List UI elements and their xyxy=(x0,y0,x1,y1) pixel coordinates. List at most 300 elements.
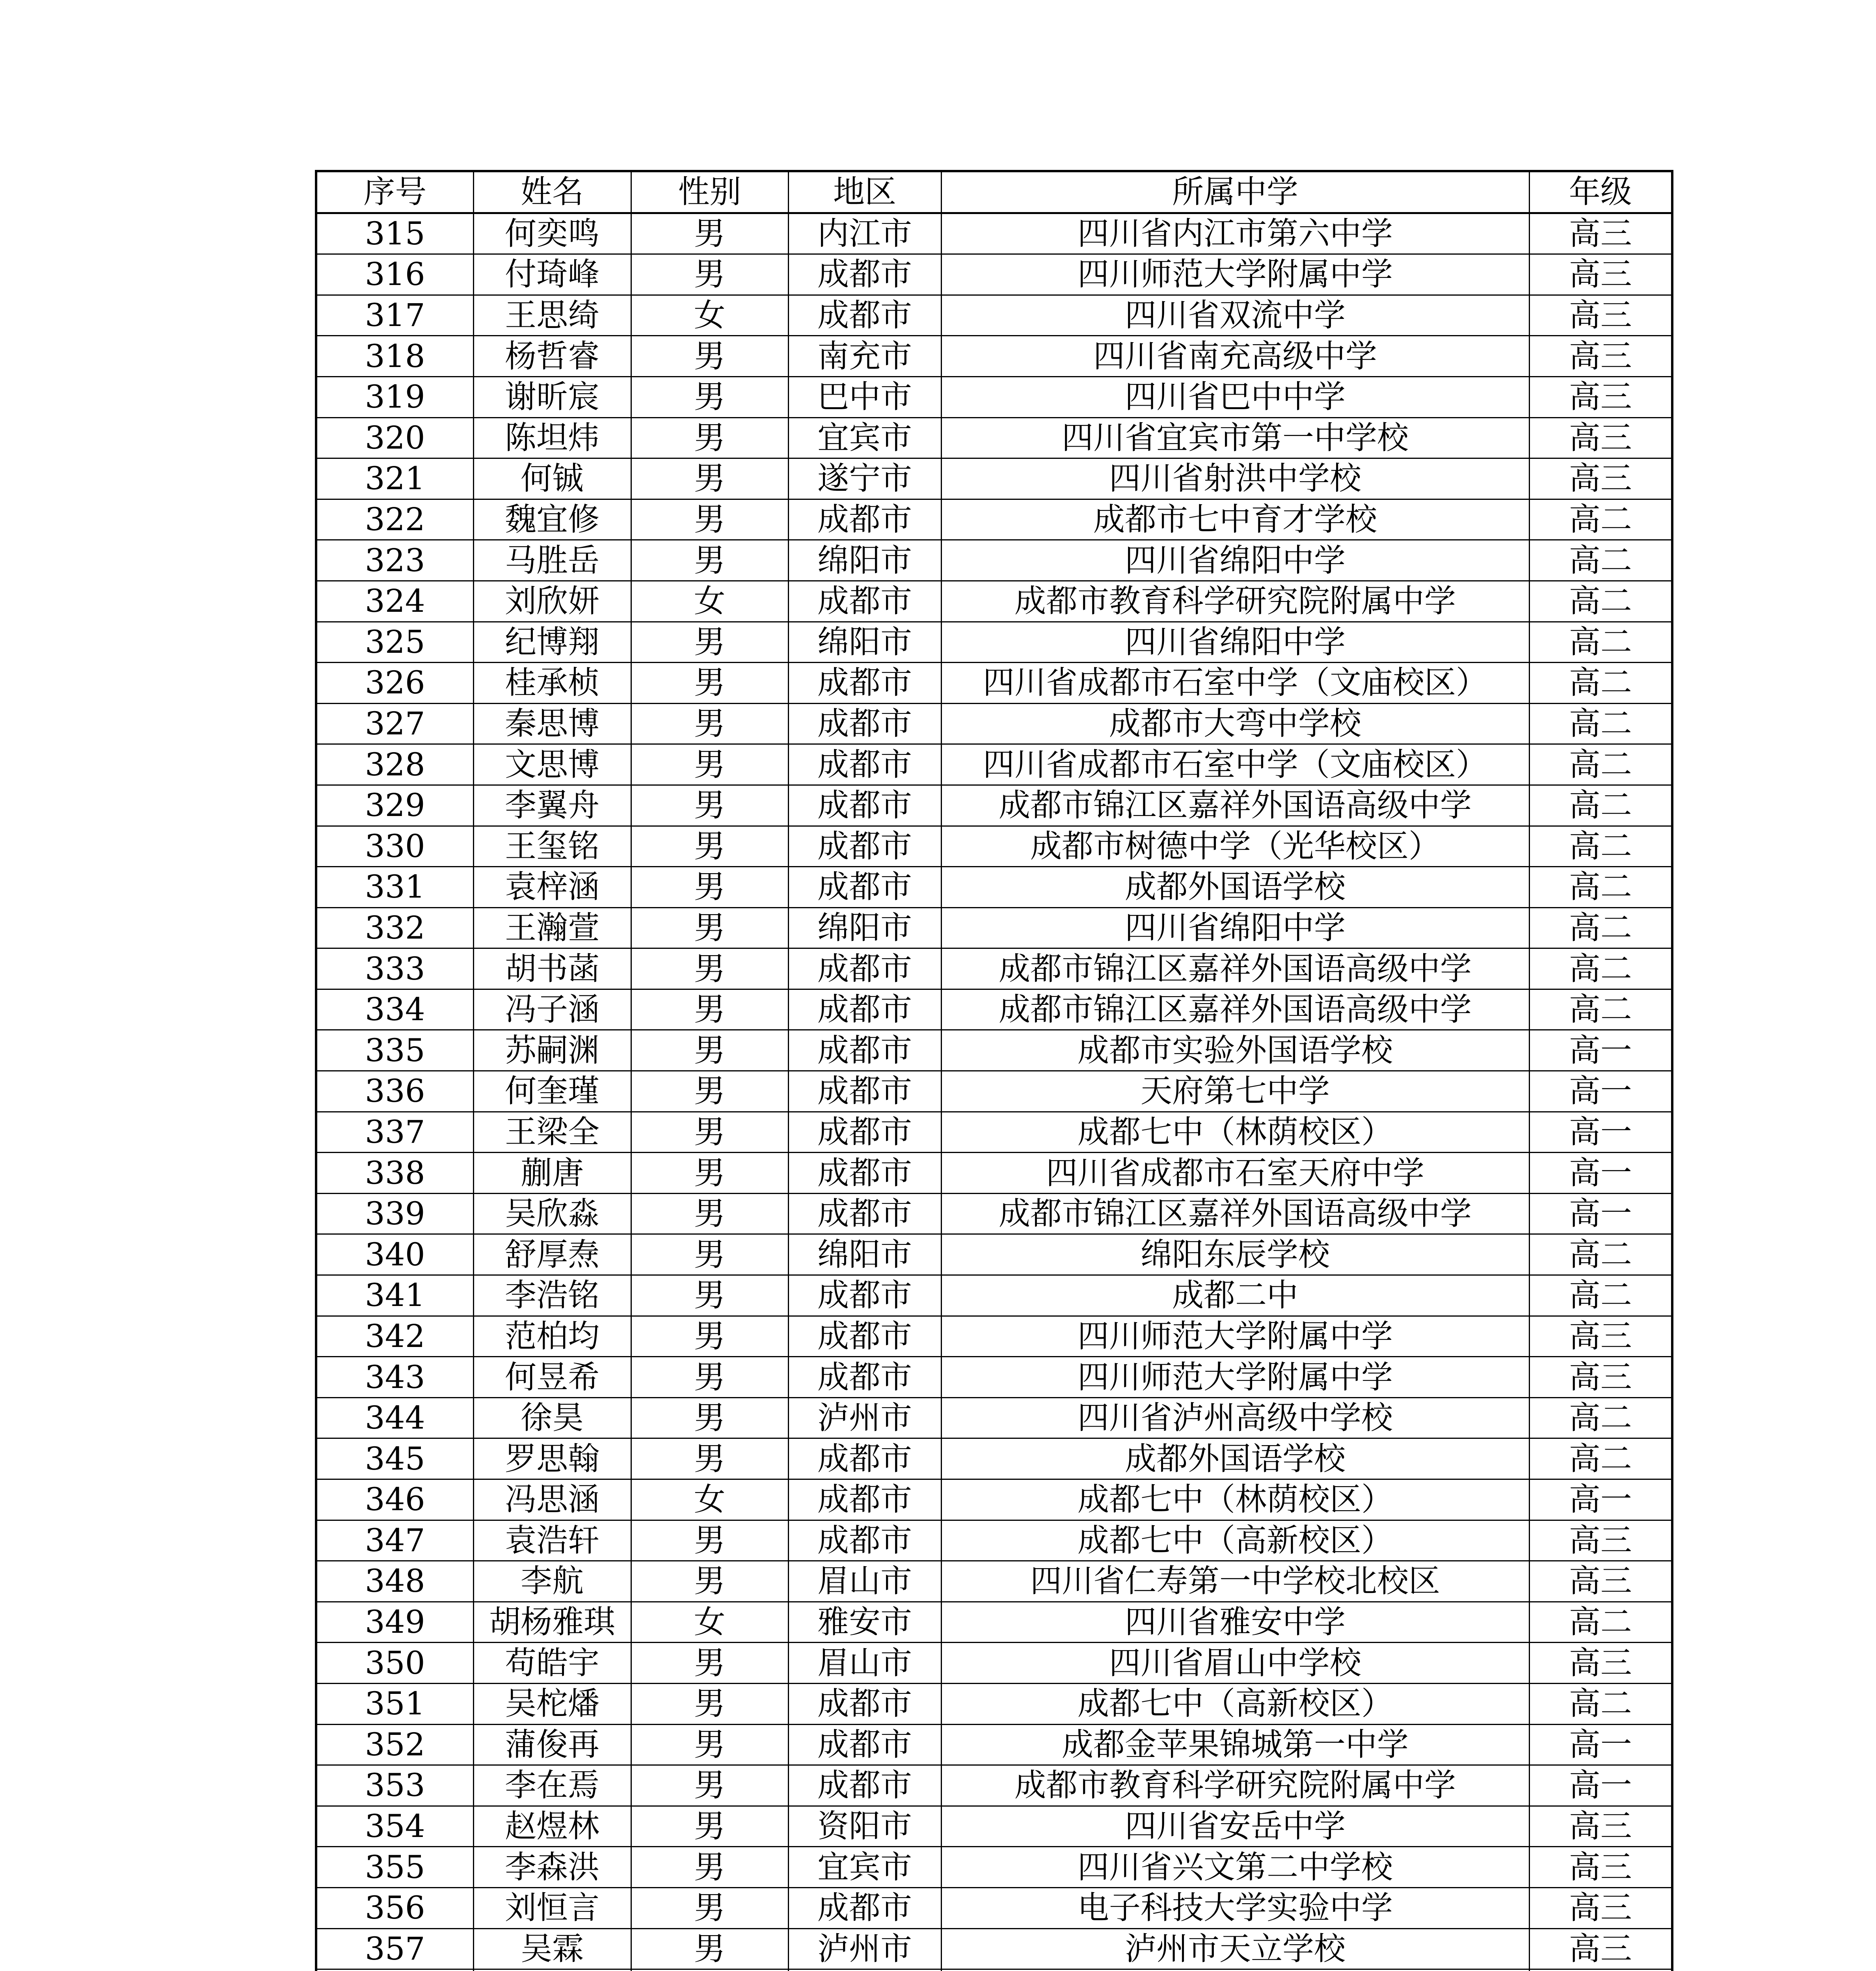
name-cell: 文思博 xyxy=(473,744,631,785)
gender-cell: 男 xyxy=(631,417,788,458)
header-serial-number: 序号 xyxy=(316,171,473,213)
grade-cell: 高二 xyxy=(1529,540,1672,581)
school-cell: 四川省内江市第六中学 xyxy=(941,213,1529,254)
serial-number-cell: 320 xyxy=(316,417,473,458)
header-grade: 年级 xyxy=(1529,171,1672,213)
gender-cell: 男 xyxy=(631,989,788,1030)
table-row xyxy=(316,1847,1672,1888)
serial-number-cell: 335 xyxy=(316,1030,473,1071)
gender-cell: 男 xyxy=(631,1520,788,1561)
serial-number-cell: 339 xyxy=(316,1193,473,1234)
grade-cell: 高二 xyxy=(1529,1438,1672,1479)
name-cell: 何奕鸣 xyxy=(473,213,631,254)
name-cell: 罗思翰 xyxy=(473,1438,631,1479)
serial-number-cell: 331 xyxy=(316,867,473,908)
serial-number-cell: 325 xyxy=(316,622,473,663)
region-cell: 成都市 xyxy=(788,1887,941,1928)
grade-cell: 高三 xyxy=(1529,254,1672,295)
header-name: 姓名 xyxy=(473,171,631,213)
grade-cell: 高二 xyxy=(1529,499,1672,540)
gender-cell: 男 xyxy=(631,1561,788,1602)
region-cell xyxy=(788,1969,941,1971)
grade-cell: 高一 xyxy=(1529,1153,1672,1194)
region-cell: 遂宁市 xyxy=(788,458,941,499)
name-cell: 苟皓宇 xyxy=(473,1643,631,1684)
serial-number-cell: 326 xyxy=(316,663,473,704)
school-cell: 成都市大弯中学校 xyxy=(941,703,1529,744)
school-cell: 成都市锦江区嘉祥外国语高级中学 xyxy=(941,785,1529,826)
region-cell: 成都市 xyxy=(788,826,941,867)
serial-number-cell: 328 xyxy=(316,744,473,785)
gender-cell: 男 xyxy=(631,1234,788,1275)
region-cell: 泸州市 xyxy=(788,1397,941,1438)
grade-cell: 高二 xyxy=(1529,1602,1672,1643)
region-cell: 成都市 xyxy=(788,867,941,908)
name-cell: 何昱希 xyxy=(473,1357,631,1398)
table-row xyxy=(316,581,1672,622)
grade-cell: 高二 xyxy=(1529,907,1672,948)
name-cell: 王玺铭 xyxy=(473,826,631,867)
grade-cell: 高一 xyxy=(1529,1765,1672,1806)
grade-cell: 高二 xyxy=(1529,1397,1672,1438)
school-cell: 成都七中（林荫校区） xyxy=(941,1479,1529,1520)
grade-cell: 高二 xyxy=(1529,622,1672,663)
grade-cell: 高三 xyxy=(1529,458,1672,499)
serial-number-cell: 355 xyxy=(316,1847,473,1888)
table-row xyxy=(316,1928,1672,1969)
grade-cell: 高二 xyxy=(1529,703,1672,744)
grade-cell: 高三 xyxy=(1529,1561,1672,1602)
school-cell: 四川省南充高级中学 xyxy=(941,336,1529,377)
serial-number-cell: 337 xyxy=(316,1112,473,1153)
gender-cell: 男 xyxy=(631,1193,788,1234)
school-cell: 四川省绵阳中学 xyxy=(941,907,1529,948)
serial-number-cell xyxy=(316,1969,473,1971)
school-cell: 四川省雅安中学 xyxy=(941,1602,1529,1643)
region-cell: 成都市 xyxy=(788,499,941,540)
school-cell: 四川省成都市石室中学（文庙校区） xyxy=(941,663,1529,704)
region-cell: 成都市 xyxy=(788,703,941,744)
serial-number-cell: 315 xyxy=(316,213,473,254)
school-cell: 成都外国语学校 xyxy=(941,1438,1529,1479)
grade-cell xyxy=(1529,1969,1672,1971)
name-cell: 魏宜修 xyxy=(473,499,631,540)
table-row xyxy=(316,1724,1672,1765)
table-row xyxy=(316,295,1672,336)
region-cell: 眉山市 xyxy=(788,1561,941,1602)
region-cell: 宜宾市 xyxy=(788,1847,941,1888)
table-row xyxy=(316,1153,1672,1194)
gender-cell: 男 xyxy=(631,499,788,540)
grade-cell: 高一 xyxy=(1529,1193,1672,1234)
serial-number-cell: 347 xyxy=(316,1520,473,1561)
serial-number-cell: 349 xyxy=(316,1602,473,1643)
serial-number-cell: 351 xyxy=(316,1683,473,1724)
table-row xyxy=(316,1357,1672,1398)
gender-cell: 男 xyxy=(631,1724,788,1765)
table-row xyxy=(316,1316,1672,1357)
grade-cell: 高二 xyxy=(1529,826,1672,867)
table-row xyxy=(316,540,1672,581)
table-row xyxy=(316,989,1672,1030)
school-cell: 成都市锦江区嘉祥外国语高级中学 xyxy=(941,989,1529,1030)
grade-cell: 高二 xyxy=(1529,1683,1672,1724)
table-row xyxy=(316,1071,1672,1112)
serial-number-cell: 354 xyxy=(316,1806,473,1847)
region-cell: 成都市 xyxy=(788,1683,941,1724)
table-row xyxy=(316,1030,1672,1071)
school-cell: 四川省绵阳中学 xyxy=(941,540,1529,581)
school-cell: 成都七中（林荫校区） xyxy=(941,1112,1529,1153)
region-cell: 成都市 xyxy=(788,785,941,826)
name-cell: 徐昊 xyxy=(473,1397,631,1438)
gender-cell: 男 xyxy=(631,1438,788,1479)
region-cell: 成都市 xyxy=(788,1275,941,1316)
table-row xyxy=(316,1234,1672,1275)
school-cell: 四川师范大学附属中学 xyxy=(941,254,1529,295)
name-cell xyxy=(473,1969,631,1971)
region-cell: 绵阳市 xyxy=(788,1234,941,1275)
name-cell: 王思绮 xyxy=(473,295,631,336)
name-cell: 陈坦炜 xyxy=(473,417,631,458)
serial-number-cell: 333 xyxy=(316,948,473,989)
school-cell: 成都二中 xyxy=(941,1275,1529,1316)
serial-number-cell: 356 xyxy=(316,1887,473,1928)
gender-cell: 男 xyxy=(631,1153,788,1194)
school-cell: 电子科技大学实验中学 xyxy=(941,1887,1529,1928)
grade-cell: 高三 xyxy=(1529,1887,1672,1928)
school-cell: 成都市锦江区嘉祥外国语高级中学 xyxy=(941,1193,1529,1234)
region-cell: 成都市 xyxy=(788,1193,941,1234)
name-cell: 王梁全 xyxy=(473,1112,631,1153)
region-cell: 资阳市 xyxy=(788,1806,941,1847)
serial-number-cell: 317 xyxy=(316,295,473,336)
header-region: 地区 xyxy=(788,171,941,213)
table-row xyxy=(316,785,1672,826)
region-cell: 成都市 xyxy=(788,1112,941,1153)
table-row xyxy=(316,1479,1672,1520)
table-row xyxy=(316,376,1672,417)
table-row xyxy=(316,1887,1672,1928)
grade-cell: 高一 xyxy=(1529,1071,1672,1112)
region-cell: 成都市 xyxy=(788,1357,941,1398)
name-cell: 蒲俊再 xyxy=(473,1724,631,1765)
gender-cell xyxy=(631,1969,788,1971)
table-row xyxy=(316,1806,1672,1847)
gender-cell: 男 xyxy=(631,1357,788,1398)
serial-number-cell: 352 xyxy=(316,1724,473,1765)
name-cell: 吴欣淼 xyxy=(473,1193,631,1234)
grade-cell: 高三 xyxy=(1529,1316,1672,1357)
grade-cell: 高二 xyxy=(1529,785,1672,826)
name-cell: 李航 xyxy=(473,1561,631,1602)
grade-cell: 高三 xyxy=(1529,336,1672,377)
grade-cell: 高一 xyxy=(1529,1724,1672,1765)
school-cell: 成都外国语学校 xyxy=(941,867,1529,908)
grade-cell: 高三 xyxy=(1529,376,1672,417)
school-cell: 四川省仁寿第一中学校北校区 xyxy=(941,1561,1529,1602)
serial-number-cell: 343 xyxy=(316,1357,473,1398)
gender-cell: 男 xyxy=(631,1397,788,1438)
name-cell: 李在焉 xyxy=(473,1765,631,1806)
region-cell: 成都市 xyxy=(788,1520,941,1561)
region-cell: 宜宾市 xyxy=(788,417,941,458)
school-cell: 成都市教育科学研究院附属中学 xyxy=(941,581,1529,622)
school-cell: 四川省双流中学 xyxy=(941,295,1529,336)
name-cell: 纪博翔 xyxy=(473,622,631,663)
name-cell: 杨哲睿 xyxy=(473,336,631,377)
school-cell: 四川师范大学附属中学 xyxy=(941,1357,1529,1398)
region-cell: 成都市 xyxy=(788,744,941,785)
grade-cell: 高二 xyxy=(1529,989,1672,1030)
grade-cell: 高三 xyxy=(1529,1847,1672,1888)
region-cell: 绵阳市 xyxy=(788,540,941,581)
table-row xyxy=(316,1397,1672,1438)
name-cell: 赵煜林 xyxy=(473,1806,631,1847)
serial-number-cell: 330 xyxy=(316,826,473,867)
region-cell: 成都市 xyxy=(788,1030,941,1071)
gender-cell: 男 xyxy=(631,1887,788,1928)
table-row xyxy=(316,1193,1672,1234)
table-row xyxy=(316,826,1672,867)
gender-cell: 男 xyxy=(631,948,788,989)
school-cell: 成都市锦江区嘉祥外国语高级中学 xyxy=(941,948,1529,989)
grade-cell: 高三 xyxy=(1529,213,1672,254)
serial-number-cell: 319 xyxy=(316,376,473,417)
serial-number-cell: 342 xyxy=(316,1316,473,1357)
grade-cell: 高二 xyxy=(1529,948,1672,989)
school-cell xyxy=(941,1969,1529,1971)
table-row xyxy=(316,1765,1672,1806)
gender-cell: 男 xyxy=(631,336,788,377)
gender-cell: 男 xyxy=(631,254,788,295)
region-cell: 成都市 xyxy=(788,989,941,1030)
serial-number-cell: 332 xyxy=(316,907,473,948)
table-row xyxy=(316,948,1672,989)
table-row xyxy=(316,663,1672,704)
region-cell: 成都市 xyxy=(788,948,941,989)
gender-cell: 男 xyxy=(631,1847,788,1888)
name-cell: 吴霖 xyxy=(473,1928,631,1969)
region-cell: 成都市 xyxy=(788,295,941,336)
school-cell: 四川省兴文第二中学校 xyxy=(941,1847,1529,1888)
grade-cell: 高二 xyxy=(1529,663,1672,704)
gender-cell: 男 xyxy=(631,907,788,948)
table-row xyxy=(316,1643,1672,1684)
school-cell: 四川省宜宾市第一中学校 xyxy=(941,417,1529,458)
gender-cell: 男 xyxy=(631,458,788,499)
serial-number-cell: 316 xyxy=(316,254,473,295)
name-cell: 胡书菡 xyxy=(473,948,631,989)
school-cell: 四川省绵阳中学 xyxy=(941,622,1529,663)
name-cell: 桂承桢 xyxy=(473,663,631,704)
region-cell: 成都市 xyxy=(788,1316,941,1357)
region-cell: 内江市 xyxy=(788,213,941,254)
grade-cell: 高三 xyxy=(1529,417,1672,458)
region-cell: 成都市 xyxy=(788,1479,941,1520)
serial-number-cell: 318 xyxy=(316,336,473,377)
name-cell: 蒯唐 xyxy=(473,1153,631,1194)
table-row xyxy=(316,1602,1672,1643)
gender-cell: 男 xyxy=(631,867,788,908)
serial-number-cell: 323 xyxy=(316,540,473,581)
gender-cell: 男 xyxy=(631,213,788,254)
gender-cell: 男 xyxy=(631,1765,788,1806)
region-cell: 眉山市 xyxy=(788,1643,941,1684)
school-cell: 四川省成都市石室中学（文庙校区） xyxy=(941,744,1529,785)
serial-number-cell: 341 xyxy=(316,1275,473,1316)
name-cell: 范柏均 xyxy=(473,1316,631,1357)
serial-number-cell: 334 xyxy=(316,989,473,1030)
region-cell: 成都市 xyxy=(788,581,941,622)
region-cell: 成都市 xyxy=(788,663,941,704)
grade-cell: 高一 xyxy=(1529,1479,1672,1520)
serial-number-cell: 348 xyxy=(316,1561,473,1602)
table-row xyxy=(316,907,1672,948)
gender-cell: 女 xyxy=(631,1479,788,1520)
grade-cell: 高二 xyxy=(1529,581,1672,622)
name-cell: 袁浩轩 xyxy=(473,1520,631,1561)
grade-cell: 高二 xyxy=(1529,867,1672,908)
table-row xyxy=(316,336,1672,377)
region-cell: 成都市 xyxy=(788,254,941,295)
name-cell: 王瀚萱 xyxy=(473,907,631,948)
table-header-row xyxy=(316,171,1672,213)
school-cell: 四川省巴中中学 xyxy=(941,376,1529,417)
school-cell: 四川省射洪中学校 xyxy=(941,458,1529,499)
serial-number-cell: 327 xyxy=(316,703,473,744)
school-cell: 泸州市天立学校 xyxy=(941,1928,1529,1969)
gender-cell: 男 xyxy=(631,1683,788,1724)
table-body xyxy=(316,213,1672,1971)
table-row xyxy=(316,622,1672,663)
gender-cell: 女 xyxy=(631,295,788,336)
table-row xyxy=(316,1683,1672,1724)
serial-number-cell: 338 xyxy=(316,1153,473,1194)
table-row xyxy=(316,1275,1672,1316)
name-cell: 舒厚焘 xyxy=(473,1234,631,1275)
region-cell: 巴中市 xyxy=(788,376,941,417)
serial-number-cell: 322 xyxy=(316,499,473,540)
school-cell: 四川省成都市石室天府中学 xyxy=(941,1153,1529,1194)
name-cell: 李森洪 xyxy=(473,1847,631,1888)
name-cell: 冯思涵 xyxy=(473,1479,631,1520)
grade-cell: 高二 xyxy=(1529,1275,1672,1316)
serial-number-cell: 346 xyxy=(316,1479,473,1520)
school-cell: 成都市树德中学（光华校区） xyxy=(941,826,1529,867)
serial-number-cell: 350 xyxy=(316,1643,473,1684)
serial-number-cell: 353 xyxy=(316,1765,473,1806)
table-row xyxy=(316,213,1672,254)
region-cell: 绵阳市 xyxy=(788,622,941,663)
student-roster-table xyxy=(315,170,1673,1971)
serial-number-cell: 344 xyxy=(316,1397,473,1438)
name-cell: 冯子涵 xyxy=(473,989,631,1030)
grade-cell: 高三 xyxy=(1529,1806,1672,1847)
region-cell: 泸州市 xyxy=(788,1928,941,1969)
grade-cell: 高三 xyxy=(1529,1928,1672,1969)
serial-number-cell: 329 xyxy=(316,785,473,826)
table-row xyxy=(316,1969,1672,1971)
name-cell: 袁梓涵 xyxy=(473,867,631,908)
name-cell: 马胜岳 xyxy=(473,540,631,581)
gender-cell: 男 xyxy=(631,540,788,581)
table-row xyxy=(316,867,1672,908)
grade-cell: 高三 xyxy=(1529,1357,1672,1398)
region-cell: 成都市 xyxy=(788,1153,941,1194)
serial-number-cell: 340 xyxy=(316,1234,473,1275)
school-cell: 成都市七中育才学校 xyxy=(941,499,1529,540)
region-cell: 雅安市 xyxy=(788,1602,941,1643)
school-cell: 四川省安岳中学 xyxy=(941,1806,1529,1847)
gender-cell: 男 xyxy=(631,1275,788,1316)
name-cell: 胡杨雅琪 xyxy=(473,1602,631,1643)
school-cell: 四川省眉山中学校 xyxy=(941,1643,1529,1684)
name-cell: 何奎瑾 xyxy=(473,1071,631,1112)
gender-cell: 女 xyxy=(631,1602,788,1643)
name-cell: 谢昕宸 xyxy=(473,376,631,417)
name-cell: 李浩铭 xyxy=(473,1275,631,1316)
table-row xyxy=(316,1112,1672,1153)
gender-cell: 男 xyxy=(631,1112,788,1153)
name-cell: 何铖 xyxy=(473,458,631,499)
region-cell: 成都市 xyxy=(788,1438,941,1479)
name-cell: 付琦峰 xyxy=(473,254,631,295)
gender-cell: 男 xyxy=(631,1643,788,1684)
table-row xyxy=(316,1520,1672,1561)
region-cell: 南充市 xyxy=(788,336,941,377)
gender-cell: 男 xyxy=(631,1806,788,1847)
serial-number-cell: 345 xyxy=(316,1438,473,1479)
gender-cell: 男 xyxy=(631,1928,788,1969)
school-cell: 四川省泸州高级中学校 xyxy=(941,1397,1529,1438)
name-cell: 李翼舟 xyxy=(473,785,631,826)
serial-number-cell: 357 xyxy=(316,1928,473,1969)
serial-number-cell: 324 xyxy=(316,581,473,622)
region-cell: 成都市 xyxy=(788,1724,941,1765)
table-row xyxy=(316,744,1672,785)
name-cell: 苏嗣渊 xyxy=(473,1030,631,1071)
grade-cell: 高三 xyxy=(1529,1520,1672,1561)
gender-cell: 男 xyxy=(631,1071,788,1112)
table-row xyxy=(316,417,1672,458)
name-cell: 秦思博 xyxy=(473,703,631,744)
header-school: 所属中学 xyxy=(941,171,1529,213)
grade-cell: 高三 xyxy=(1529,295,1672,336)
gender-cell: 男 xyxy=(631,703,788,744)
school-cell: 四川师范大学附属中学 xyxy=(941,1316,1529,1357)
table-row xyxy=(316,458,1672,499)
grade-cell: 高二 xyxy=(1529,1234,1672,1275)
grade-cell: 高一 xyxy=(1529,1030,1672,1071)
gender-cell: 男 xyxy=(631,622,788,663)
school-cell: 绵阳东辰学校 xyxy=(941,1234,1529,1275)
region-cell: 成都市 xyxy=(788,1765,941,1806)
gender-cell: 男 xyxy=(631,1316,788,1357)
gender-cell: 男 xyxy=(631,785,788,826)
serial-number-cell: 321 xyxy=(316,458,473,499)
name-cell: 吴柁燔 xyxy=(473,1683,631,1724)
school-cell: 成都市教育科学研究院附属中学 xyxy=(941,1765,1529,1806)
school-cell: 成都七中（高新校区） xyxy=(941,1520,1529,1561)
gender-cell: 男 xyxy=(631,1030,788,1071)
table-row xyxy=(316,1561,1672,1602)
gender-cell: 女 xyxy=(631,581,788,622)
gender-cell: 男 xyxy=(631,826,788,867)
region-cell: 绵阳市 xyxy=(788,907,941,948)
name-cell: 刘恒言 xyxy=(473,1887,631,1928)
header-gender: 性别 xyxy=(631,171,788,213)
